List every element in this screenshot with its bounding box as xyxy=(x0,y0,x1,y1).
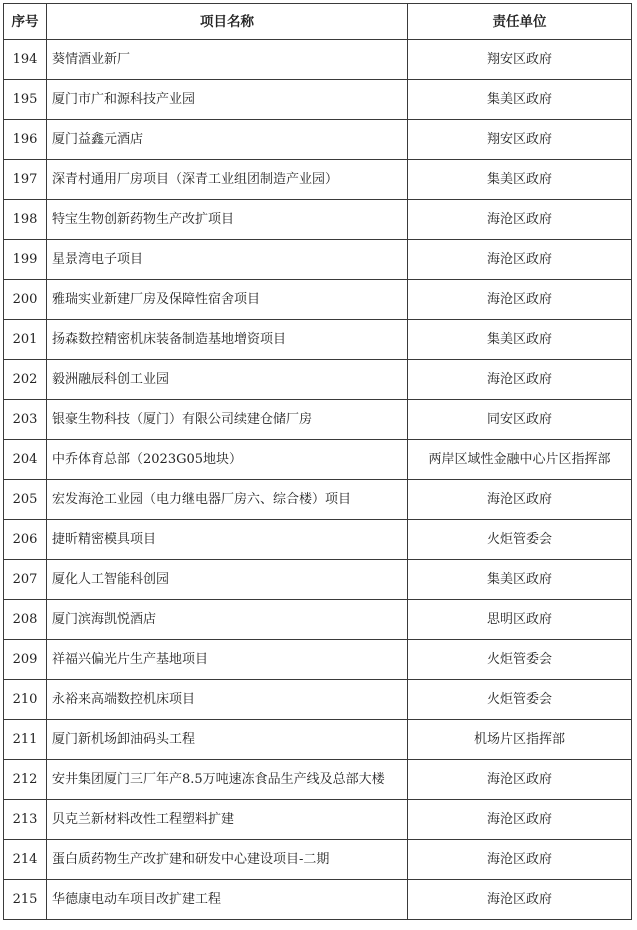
table-row xyxy=(4,400,632,440)
table-row xyxy=(4,760,632,800)
table-row xyxy=(4,520,632,560)
row-serial-number: 210 xyxy=(4,680,47,720)
table-header-row xyxy=(4,4,632,40)
row-serial-number: 194 xyxy=(4,40,47,80)
row-project-name: 宏发海沧工业园（电力继电器厂房六、综合楼）项目 xyxy=(47,480,408,520)
row-responsible-unit: 火炬管委会 xyxy=(408,520,632,560)
header-responsible-unit: 责任单位 xyxy=(408,4,632,40)
row-responsible-unit: 火炬管委会 xyxy=(408,680,632,720)
row-project-name: 蛋白质药物生产改扩建和研发中心建设项目-二期 xyxy=(47,840,408,880)
table-row xyxy=(4,280,632,320)
row-serial-number: 215 xyxy=(4,880,47,920)
row-responsible-unit: 集美区政府 xyxy=(408,80,632,120)
row-project-name: 特宝生物创新药物生产改扩项目 xyxy=(47,200,408,240)
row-responsible-unit: 海沧区政府 xyxy=(408,760,632,800)
row-serial-number: 208 xyxy=(4,600,47,640)
row-project-name: 厦门益鑫元酒店 xyxy=(47,120,408,160)
row-responsible-unit: 两岸区域性金融中心片区指挥部 xyxy=(408,440,632,480)
row-serial-number: 198 xyxy=(4,200,47,240)
row-project-name: 深青村通用厂房项目（深青工业组团制造产业园） xyxy=(47,160,408,200)
table-row xyxy=(4,40,632,80)
row-serial-number: 212 xyxy=(4,760,47,800)
row-serial-number: 202 xyxy=(4,360,47,400)
row-responsible-unit: 海沧区政府 xyxy=(408,240,632,280)
row-responsible-unit: 海沧区政府 xyxy=(408,360,632,400)
table-row xyxy=(4,480,632,520)
table-body xyxy=(4,40,632,920)
row-project-name: 中乔体育总部（2023G05地块） xyxy=(47,440,408,480)
table-row xyxy=(4,840,632,880)
table-row xyxy=(4,880,632,920)
row-serial-number: 204 xyxy=(4,440,47,480)
row-serial-number: 205 xyxy=(4,480,47,520)
row-serial-number: 197 xyxy=(4,160,47,200)
row-responsible-unit: 集美区政府 xyxy=(408,320,632,360)
table-row xyxy=(4,600,632,640)
row-project-name: 贝克兰新材料改性工程塑料扩建 xyxy=(47,800,408,840)
row-responsible-unit: 海沧区政府 xyxy=(408,880,632,920)
row-responsible-unit: 海沧区政府 xyxy=(408,480,632,520)
row-project-name: 星景湾电子项目 xyxy=(47,240,408,280)
row-serial-number: 201 xyxy=(4,320,47,360)
table-row xyxy=(4,120,632,160)
row-serial-number: 199 xyxy=(4,240,47,280)
row-responsible-unit: 机场片区指挥部 xyxy=(408,720,632,760)
row-project-name: 捷昕精密模具项目 xyxy=(47,520,408,560)
row-project-name: 毅洲融辰科创工业园 xyxy=(47,360,408,400)
row-project-name: 厦化人工智能科创园 xyxy=(47,560,408,600)
header-serial-number: 序号 xyxy=(4,4,47,40)
row-responsible-unit: 集美区政府 xyxy=(408,160,632,200)
row-project-name: 厦门滨海凯悦酒店 xyxy=(47,600,408,640)
row-responsible-unit: 翔安区政府 xyxy=(408,120,632,160)
row-responsible-unit: 集美区政府 xyxy=(408,560,632,600)
row-serial-number: 214 xyxy=(4,840,47,880)
row-responsible-unit: 思明区政府 xyxy=(408,600,632,640)
table-row xyxy=(4,680,632,720)
row-serial-number: 203 xyxy=(4,400,47,440)
project-table xyxy=(3,3,632,920)
row-project-name: 厦门新机场卸油码头工程 xyxy=(47,720,408,760)
row-project-name: 雅瑞实业新建厂房及保障性宿舍项目 xyxy=(47,280,408,320)
project-table-container xyxy=(3,3,632,920)
table-row xyxy=(4,560,632,600)
row-project-name: 永裕来高端数控机床项目 xyxy=(47,680,408,720)
table-row xyxy=(4,440,632,480)
row-responsible-unit: 海沧区政府 xyxy=(408,840,632,880)
row-serial-number: 213 xyxy=(4,800,47,840)
row-serial-number: 211 xyxy=(4,720,47,760)
table-row xyxy=(4,800,632,840)
row-serial-number: 200 xyxy=(4,280,47,320)
header-project-name: 项目名称 xyxy=(47,4,408,40)
table-row xyxy=(4,320,632,360)
row-serial-number: 206 xyxy=(4,520,47,560)
row-serial-number: 207 xyxy=(4,560,47,600)
row-project-name: 安井集团厦门三厂年产8.5万吨速冻食品生产线及总部大楼 xyxy=(47,760,408,800)
row-serial-number: 195 xyxy=(4,80,47,120)
table-row xyxy=(4,720,632,760)
row-project-name: 扬森数控精密机床装备制造基地增资项目 xyxy=(47,320,408,360)
row-responsible-unit: 同安区政府 xyxy=(408,400,632,440)
table-row xyxy=(4,360,632,400)
row-project-name: 葵情酒业新厂 xyxy=(47,40,408,80)
table-row xyxy=(4,240,632,280)
row-responsible-unit: 海沧区政府 xyxy=(408,200,632,240)
row-project-name: 厦门市广和源科技产业园 xyxy=(47,80,408,120)
table-row xyxy=(4,160,632,200)
table-row xyxy=(4,80,632,120)
row-serial-number: 196 xyxy=(4,120,47,160)
row-project-name: 银豪生物科技（厦门）有限公司续建仓储厂房 xyxy=(47,400,408,440)
row-serial-number: 209 xyxy=(4,640,47,680)
row-project-name: 华德康电动车项目改扩建工程 xyxy=(47,880,408,920)
table-row xyxy=(4,200,632,240)
table-row xyxy=(4,640,632,680)
row-responsible-unit: 翔安区政府 xyxy=(408,40,632,80)
row-responsible-unit: 海沧区政府 xyxy=(408,280,632,320)
row-project-name: 祥福兴偏光片生产基地项目 xyxy=(47,640,408,680)
row-responsible-unit: 海沧区政府 xyxy=(408,800,632,840)
row-responsible-unit: 火炬管委会 xyxy=(408,640,632,680)
